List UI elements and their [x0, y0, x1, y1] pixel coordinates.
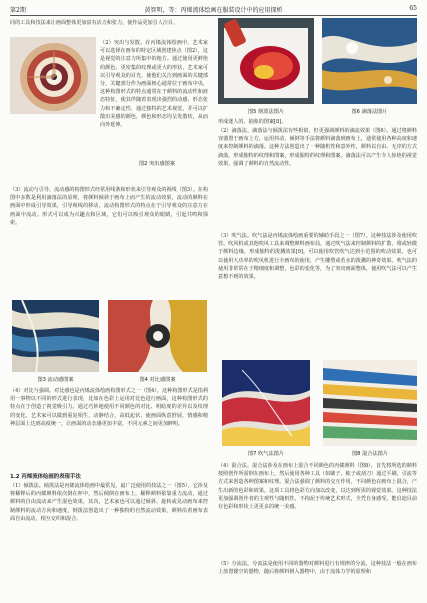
running-header — [10, 5, 417, 15]
issue-number: 第2期 — [10, 7, 26, 14]
caption-fig6: 图6 滴落法图片 — [351, 109, 388, 115]
header-rule — [10, 15, 417, 16]
section-heading: 1.2 丙烯流体绘画的表现手法 — [10, 474, 81, 480]
figure-dripping — [322, 18, 417, 104]
paragraph-splitting: （5）分流法。分流法是使用不同的器物对颜料进行有规律的分流，这种技法一般在画布上放置镂空的器物，随后将颜料倒入器物中，由于流体力学的原理和 — [218, 561, 417, 576]
caption-fig3: 图3 流动感图案 — [37, 377, 74, 383]
paragraph-dripping: （2）滴落法。滴落法与倾泼法有些相似，但更强调颜料的滴流效果（图6）。通过将颜料容器置于画布上方，运用抖动、倾倒等手法将颜料滴落到画布上，通常使用各种高度和速度来控制颜料的滴落。这种方法创造出了一种随机性和意外性，颜料以自由、无序的方式滴落，形成独特的纹理和图案，形成独特的纹理和图案。滴落法可以产生令人惊艳的视觉效果，强调了颜料的自然流动性。 — [218, 128, 417, 167]
figure-pouring — [218, 18, 314, 104]
paragraph-pouring: （1）倾泼法。倾泼法是丙烯流体绘画中最常见、最广泛使用的技法之一（图5）。它涉及将稀释后的丙烯颜料依次倒在杯中，然后倾倒在画布上，稀释颜料依靠重力流动，通过颜料的自由流动来产生混色效果，其次，艺术家也可以通过倾斜、旋转或晃动画布来控制颜料的流动方向和速度，倒泼法创造出了一种独特的自然流动效果，颜料沿着画布表面自由流动，相互交织和混合。 — [10, 483, 208, 522]
figure-flow-pattern — [12, 300, 99, 372]
paragraph-contrast: （4）对比与强调。对比感也是丙烯流体绘画构图形式之一（图4），这种构图形式是指利用一事物以不同的形式进行表现，比如在色彩上运用对比色进行画面，这种构图形式的特点在于创造了视觉吸引力。通过巧妙地使用不同颜色的对比、明暗度的差异以及纹理的变化，艺术家可以做到重复相生，动静结合，高低起伏，使画面纵意舒展、情感和精神层面上达到高度统一，让画面的动态感更加丰富，不同元素之间更加鲜明。 — [10, 388, 208, 427]
figure-mixing — [323, 360, 417, 446]
figure-blowing — [222, 360, 310, 446]
paragraph-blowing: （3）吹气法。吹气法是丙烯流体绘画重要的辅助手段之一（图7）。这种技法涉及使用吹管、吹风机或其他吹风工具来调整颜料画布局，通过吹气法来控制颜料的扩散，将或轻微于颜料边缘，形成独特的泼溅效果[9]。可以使用吹管吹气达到小范围的吹动效果，也可以使用大功率的吹风机进行全画布的使用，产生雕塑或若水的泼溅的神奇效果。吹气法的使用非常常在于精细度和调整，色彩的变化等，为了突出画面整体，使用吹气法可以产生意想不到的效果。 — [218, 233, 417, 281]
caption-fig8: 图8 混合法图片 — [351, 451, 389, 457]
figure-focus-pattern — [10, 37, 96, 114]
page-number: 65 — [409, 5, 417, 12]
paragraph-flow: （3）流动与引导。流动感的构图形式经常用线条和形状来引导观众的视线（图3）。在构图中多数是利用滴落法的原理，将颜料倾斜于画布上而产生的流动效果，流动的颜料在画面中形成引导效果，引导视线的移动。流动构图形式的特点在于引导观众的注意力在画面中流动。形式可以成为兴趣点和区域，它们可以吸引观众的眼睛，引起共鸣和探索。 — [10, 187, 208, 226]
caption-fig5: 图5 倒泼法图片 — [247, 109, 285, 115]
figure-contrast-pattern — [108, 300, 207, 372]
caption-fig2: 图2 突出感图案 — [138, 161, 176, 167]
paragraph-pouring-cont: 形成迷人的、抽象的图案[8]。 — [218, 119, 287, 125]
running-title: 黄智明，等：丙烯流体绘画在服装设计中的应用探析 — [144, 7, 283, 14]
caption-fig4: 图4 对比感图案 — [139, 377, 176, 383]
paragraph-focus: （2）突出与发散。在丙烯流体绘画中，艺术家可以选择在画布的特定区域创建焦点（图2），这是视觉的注意力所集中的地方。通过使用更鲜艳的颜色、更密集的纹理或更大的形状，艺术家可以引导观众的目光，使他们关注到画面的关键部分。关键部分作为画面核心通常位于画布中央，这种构图形式的特点通常在于颜料的流动性和液态特征，使其伴随着表现出强烈的动感，形态张力和不确定性，通过独特的艺术视觉，并可以扩散出美感的颜色，颜色和形态均呈发散状，从而向外延伸。 — [100, 40, 208, 129]
caption-fig7: 图7 吹气法图片 — [247, 451, 285, 457]
paragraph-mixing: （4）混合法。混合法涉及在画布上混合不同颜色的丙烯颜料（图8），首先将所选的颜料按照创作所需倒在画布上，然后使用各种工具（如刷子、梳子或刮刀）通过平刷、引流等方式来创造各种图案和纹理。混合法强调了颜料的交互作用，不同颜色在画布上混合，产生出新的色彩和效果。这项工具将色彩方向加以改变，以达到所需的视觉效果。这种技法更加强调创作者的主观性与随机性，不拘泥于传统艺术形式，全凭自身感受，能启迪目前在色彩和形状上更更多的统一美感。 — [218, 463, 417, 511]
paragraph-intro: 同的工具和技法来让画面整体更加富有活力和张力，使作品更加引人注目。 — [10, 20, 179, 26]
